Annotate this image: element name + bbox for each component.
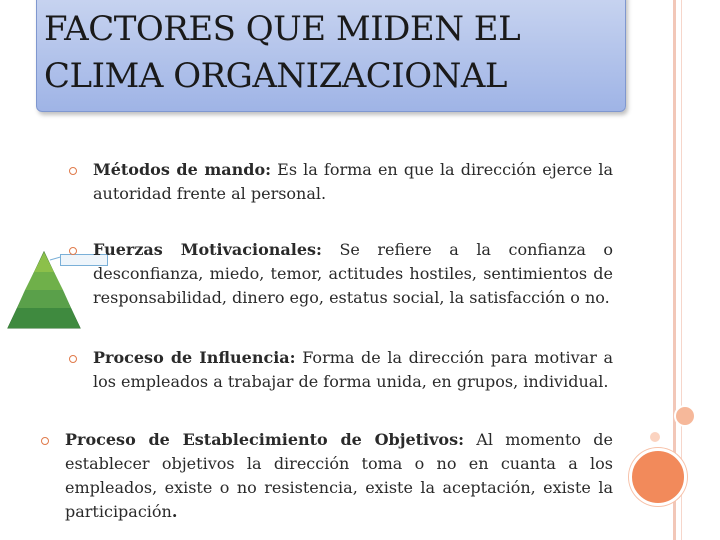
slide-title: [44, 6, 624, 100]
bullet-end-mark: .: [171, 502, 178, 521]
bullet-text: Es la forma en que la dirección ejerce la autoridad frente al personal.: [93, 160, 613, 203]
bullet-metodos-de-mando: [93, 158, 613, 206]
bullet-term: Proceso de Establecimiento de Objetivos:: [65, 430, 465, 449]
small-circle-icon: [674, 405, 696, 427]
bullet-dot-icon: [69, 247, 77, 255]
bullet-proceso-de-influencia: [93, 346, 613, 394]
bullet-dot-icon: [41, 437, 49, 445]
bullet-term: Métodos de mando:: [93, 160, 272, 179]
bullet-text: Forma de la dirección para motivar a los empleados a trabajar de forma unida, en grupos, individual.: [93, 348, 614, 391]
bullet-establecimiento-de-objetivos: [65, 428, 613, 524]
orange-circle-icon: [629, 448, 687, 506]
title-line-2: CLIMA ORGANIZACIONAL: [44, 56, 507, 96]
bullet-term: Fuerzas Motivacionales:: [93, 240, 322, 259]
bullet-text: Se refiere a la confianza o desconfianza, miedo, temor, actitudes hostiles, sentimientos de responsabilidad, dinero ego, estatus social, la satisfacción o no.: [93, 240, 614, 307]
bullet-text: Al momento de establecer objetivos la dirección toma o no en cuanta a los empleados, existe o no resistencia, existe la aceptación, existe la participación: [65, 430, 613, 521]
bullet-dot-icon: [69, 167, 77, 175]
bullet-term: Proceso de Influencia:: [93, 348, 296, 367]
tiny-circle-icon: [650, 432, 660, 442]
bullet-fuerzas-motivacionales: [93, 238, 613, 310]
bullet-dot-icon: [69, 355, 77, 363]
title-line-1: FACTORES QUE MIDEN EL: [44, 9, 521, 49]
